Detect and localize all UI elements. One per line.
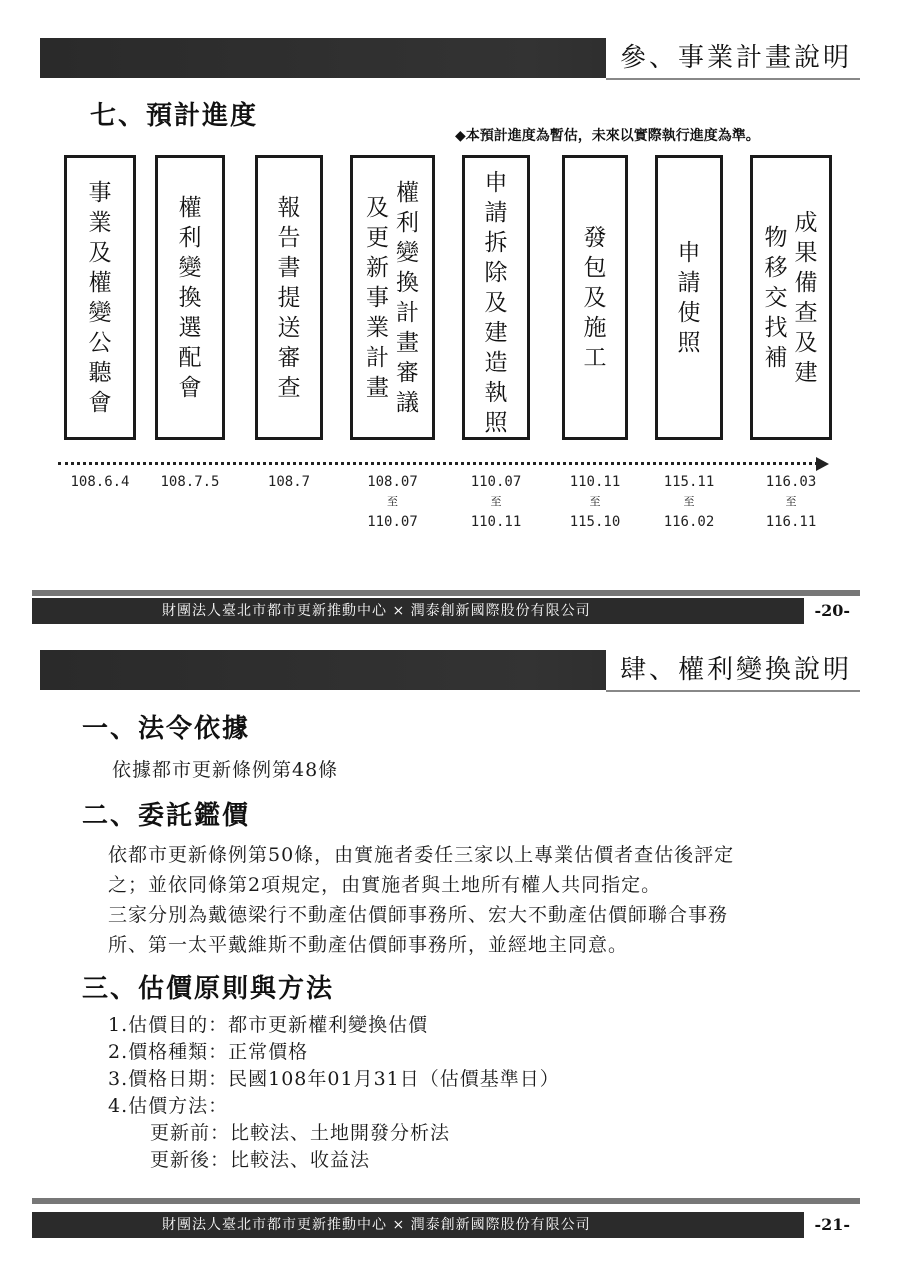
date-to-mark: 至 [490, 495, 502, 508]
date-from: 108.07 [367, 474, 418, 490]
step-label-column: 報 告 書 提 送 審 查 [277, 194, 301, 401]
date-from: 110.11 [569, 474, 621, 490]
date-to: 116.02 [663, 514, 715, 530]
sec3-item: 4.估價方法： [108, 1095, 229, 1117]
step-date [150, 472, 230, 492]
sec3-item: 3.價格日期：民國108年01月31日（估價基準日） [108, 1068, 560, 1090]
step-label-column: 事 業 及 權 變 公 聽 會 [88, 179, 112, 416]
timeline-axis [58, 462, 818, 465]
date-from: 108.7.5 [160, 474, 220, 490]
sec2-line: 所、第一太平戴維斯不動產估價師事務所，並經地主同意。 [108, 934, 629, 956]
sec2-line: 三家分別為戴德梁行不動產估價師事務所、宏大不動產估價師聯合事務 [108, 904, 729, 926]
banner-title-21: 肆、權利變換說明 [606, 650, 860, 692]
schedule-note: ◆本預計進度為暫估，未來以實際執行進度為準。 [455, 128, 760, 144]
timeline-step-box [562, 155, 628, 440]
date-from: 110.07 [470, 474, 522, 490]
sec1-text: 依據都市更新條例第48條 [112, 759, 339, 781]
date-to: 116.11 [765, 514, 817, 530]
step-label-column: 發 包 及 施 工 [583, 224, 607, 371]
sec2-line: 之；並依同條第2項規定，由實施者與土地所有權人共同指定。 [108, 874, 662, 896]
step-label-column: 成 果 備 查 及 建 [794, 209, 818, 386]
date-to-mark: 至 [589, 495, 601, 508]
timeline-step-box [462, 155, 530, 440]
step-date [249, 472, 329, 492]
step-date [353, 472, 433, 532]
timeline-step-box [255, 155, 323, 440]
step-label-column: 申 請 使 照 [677, 239, 701, 356]
date-from: 108.7 [267, 474, 311, 490]
section-banner-21 [40, 650, 860, 690]
schedule-heading: 七、預計進度 [90, 101, 259, 131]
footer-stripe-21 [32, 1198, 860, 1204]
banner-title-20: 參、事業計畫說明 [606, 38, 860, 80]
footer-21 [32, 1212, 860, 1238]
sec2-heading: 二、委託鑑價 [82, 801, 251, 831]
step-label-column: 申 請 拆 除 及 建 造 執 照 [484, 170, 508, 436]
sec3-list [108, 1012, 560, 1174]
date-to-mark: 至 [387, 495, 398, 508]
date-from: 108.6.4 [70, 474, 130, 490]
step-label-column: 權 利 變 換 計 畫 審 議 [396, 179, 419, 416]
footer-20 [32, 598, 860, 624]
page-number-21: -21- [804, 1210, 860, 1240]
date-to: 110.07 [367, 514, 418, 530]
page-number-20: -20- [804, 596, 860, 626]
date-to-mark: 至 [683, 495, 695, 508]
step-date [649, 472, 729, 532]
step-label-column: 權 利 變 換 選 配 會 [178, 194, 202, 401]
footer-stripe-20 [32, 590, 860, 596]
timeline-step-box [350, 155, 435, 440]
step-date [456, 472, 536, 532]
step-date [751, 472, 831, 532]
timeline-step-box [155, 155, 225, 440]
date-from: 115.11 [663, 474, 715, 490]
date-from: 116.03 [765, 474, 817, 490]
sec1-heading: 一、法令依據 [82, 714, 251, 744]
timeline-step-box [655, 155, 723, 440]
step-date [60, 472, 140, 492]
timeline-step-box [750, 155, 832, 440]
date-to: 110.11 [470, 514, 522, 530]
footer-org-20: 財團法人臺北市都市更新推動中心 × 潤泰創新國際股份有限公司 [162, 603, 591, 619]
date-to-mark: 至 [785, 495, 797, 508]
timeline-step-box [64, 155, 136, 440]
sec3-heading: 三、估價原則與方法 [82, 974, 335, 1004]
step-date [555, 472, 635, 532]
footer-org-21: 財團法人臺北市都市更新推動中心 × 潤泰創新國際股份有限公司 [162, 1217, 591, 1233]
section-banner-20 [40, 38, 860, 78]
sec2-line: 依都市更新條例第50條，由實施者委任三家以上專業估價者查估後評定 [108, 844, 735, 866]
date-to: 115.10 [569, 514, 621, 530]
step-label-column: 物 移 交 找 補 [764, 224, 788, 371]
sec3-subitem: 更新後：比較法、收益法 [150, 1149, 371, 1171]
step-label-column: 及 更 新 事 業 計 畫 [366, 194, 389, 401]
sec3-item: 1.估價目的：都市更新權利變換估價 [108, 1014, 429, 1036]
sec2-paragraph [108, 840, 828, 960]
sec3-subitem: 更新前：比較法、土地開發分析法 [150, 1122, 451, 1144]
sec3-item: 2.價格種類：正常價格 [108, 1041, 309, 1063]
arrow-head-icon [816, 457, 829, 471]
